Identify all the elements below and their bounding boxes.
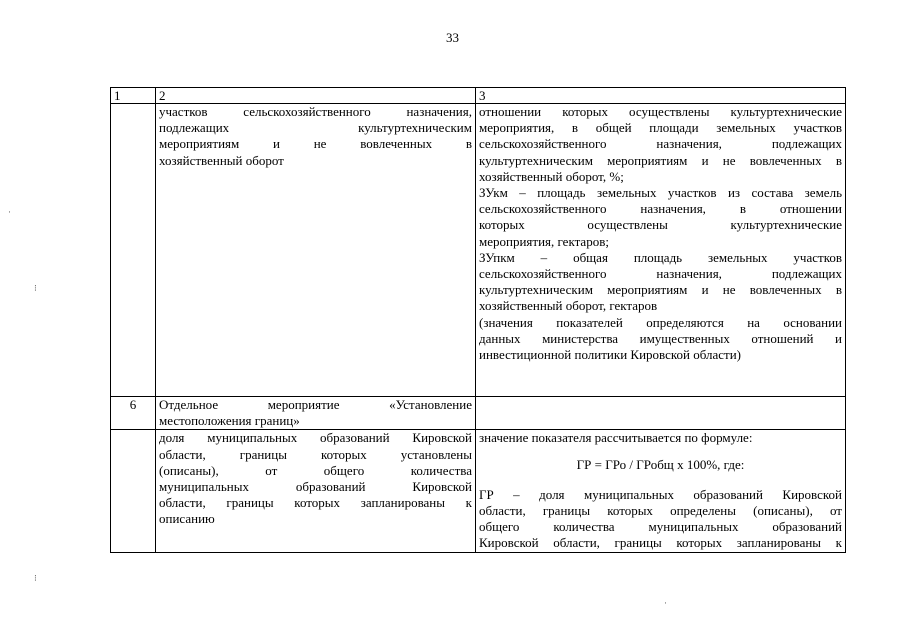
table-row-7 (111, 430, 846, 552)
table-header-row (111, 88, 846, 104)
indicator-name-cell (156, 104, 476, 397)
text-line: мероприятия, гектаров; (479, 233, 609, 249)
text-line: общего количества муниципальных образований (479, 519, 842, 535)
indicators-table (110, 87, 846, 553)
text-line: (значения показателей определяются на основании (479, 314, 842, 330)
text-line: сельскохозяйственного назначения, подлежащих (479, 266, 842, 282)
empty-cell (476, 397, 846, 430)
scan-speck: · (8, 207, 11, 217)
text-line: ЗУпкм – общая площадь земельных участков (479, 249, 842, 265)
text-line: Отдельное мероприятие «Установление (159, 397, 472, 412)
header-col-2: 2 (156, 88, 476, 104)
scan-speck: ⁝ (34, 283, 37, 293)
formula: ГР = ГРо / ГРобщ х 100%, где: (576, 456, 745, 472)
empty-cell (111, 430, 156, 552)
text-line: данных министерства имущественных отношений и (479, 330, 842, 346)
text-line: сельскохозяйственного назначения, подлежащих (479, 136, 842, 152)
text-line: инвестиционной политики Кировской области) (479, 347, 742, 363)
text-line: хозяйственный оборот, гектаров (479, 298, 658, 314)
page-number: 33 (446, 30, 459, 45)
text-line: мероприятия, в общей площади земельных участков (479, 120, 842, 136)
text-line: хозяйственный оборот (159, 152, 284, 168)
table-row-continued (111, 104, 846, 397)
measure-title-cell (156, 397, 476, 430)
text-line: отношении которых осуществлены культуртехнические (479, 104, 842, 119)
text-line: области, границы которых установлены (159, 446, 472, 462)
header-col-1: 1 (111, 88, 156, 104)
row-number-cell (111, 104, 156, 397)
indicator-formula-cell (476, 430, 846, 552)
text-line: ЗУкм – площадь земельных участков из состава земель (479, 185, 842, 201)
table-row-6 (111, 397, 846, 430)
header-col-3: 3 (476, 88, 846, 104)
text-line: сельскохозяйственного назначения, в отношении (479, 201, 842, 217)
text-line: ГР – доля муниципальных образований Кировской (479, 486, 842, 502)
scan-speck: · (664, 598, 667, 608)
text-line: Кировской области, границы которых запланированы к (479, 535, 842, 551)
text-line: которых осуществлены культуртехнические (479, 217, 842, 233)
text-line: муниципальных образований Кировской (159, 479, 472, 495)
row-number-cell: 6 (111, 397, 156, 430)
text-line: (описаны), от общего количества (159, 462, 472, 478)
text-line: хозяйственный оборот, %; (479, 168, 624, 184)
text-line: области, границы которых запланированы к (159, 495, 472, 511)
scan-speck: ⁝ (34, 573, 37, 583)
text-line: культуртехническим мероприятиям и не вовлеченных в (479, 282, 842, 298)
text-line: описанию (159, 511, 215, 527)
text-line: местоположения границ» (159, 413, 300, 429)
text-line: участков сельскохозяйственного назначения, (159, 104, 472, 119)
text-line: культуртехническим мероприятиям и не вовлеченных в (479, 152, 842, 168)
formula-intro: значение показателя рассчитывается по формуле: (479, 430, 753, 446)
indicator-formula-cell (476, 104, 846, 397)
indicator-name-cell (156, 430, 476, 552)
text-line: доля муниципальных образований Кировской (159, 430, 472, 446)
text-line: подлежащих культуртехническим (159, 120, 472, 136)
text-line: области, границы которых определены (описаны), от (479, 503, 842, 519)
text-line: мероприятиям и не вовлеченных в (159, 136, 472, 152)
